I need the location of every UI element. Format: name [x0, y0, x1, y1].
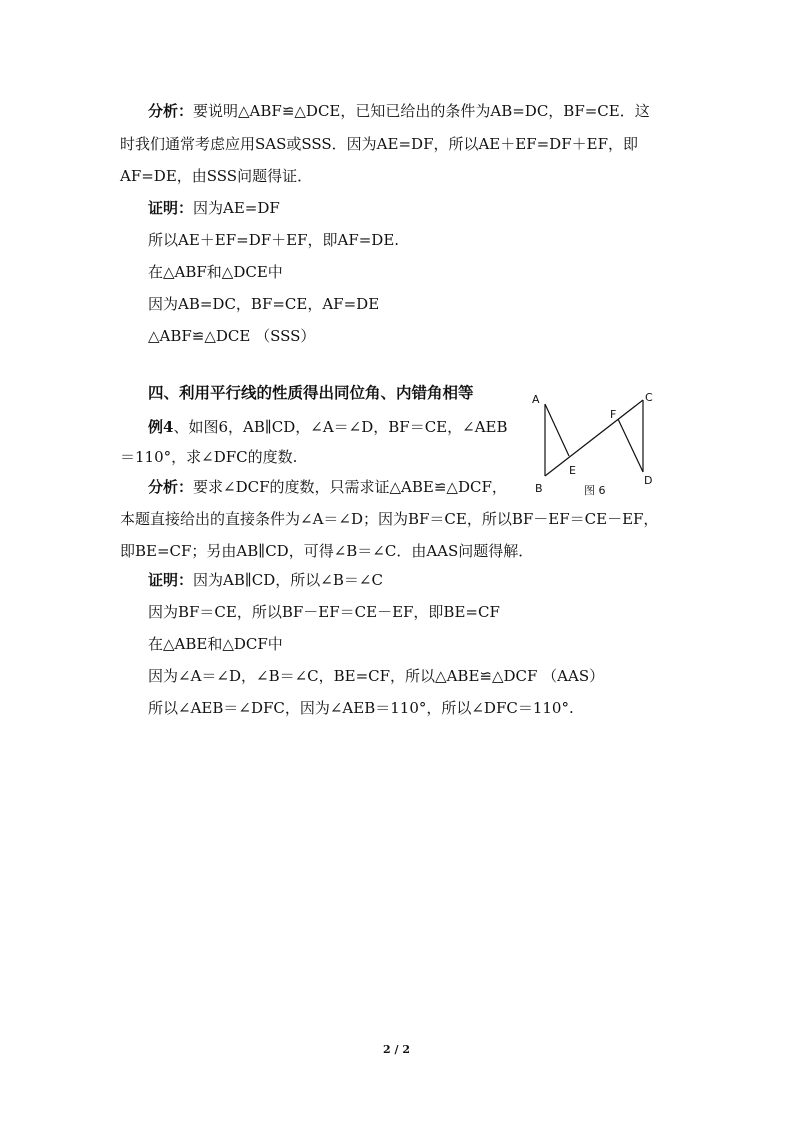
analysis-text: 要求∠DCF的度数，只需求证△ABE≌△DCF，	[193, 478, 507, 496]
label-f: F	[610, 408, 617, 421]
proof-2-line-2: 因为BF＝CE，所以BF－EF＝CE－EF，即BE=CF	[148, 603, 500, 621]
proof-label: 证明：	[148, 571, 194, 589]
proof-2-line-4: 因为∠A＝∠D，∠B＝∠C，BE=CF，所以△ABE≌△DCF （AAS）	[148, 667, 605, 685]
segment-fd	[618, 419, 643, 472]
label-b: B	[535, 482, 543, 495]
analysis-label: 分析：	[148, 102, 194, 120]
proof-1-line-3: 在△ABF和△DCE中	[148, 263, 283, 281]
proof-label: 证明：	[148, 199, 194, 217]
proof-2-line-5: 所以∠AEB＝∠DFC，因为∠AEB＝110°，所以∠DFC＝110°.	[148, 699, 574, 717]
segment-ae	[545, 404, 569, 456]
proof-1-line-1	[148, 198, 280, 218]
example-4-line-2: ＝110°，求∠DFC的度数.	[120, 448, 298, 466]
example-label: 例4	[148, 418, 174, 436]
label-c: C	[645, 391, 653, 404]
analysis-1-line-3: AF=DE，由SSS问题得证．	[120, 167, 313, 185]
analysis-2-line-3: 即BE=CF；另由AB∥CD，可得∠B＝∠C．由AAS问题得解．	[120, 542, 534, 560]
proof-text: 因为AE=DF	[193, 199, 280, 217]
proof-text: 因为AB∥CD，所以∠B＝∠C	[193, 571, 383, 589]
proof-1-line-4: 因为AB=DC，BF=CE，AF=DE	[148, 295, 380, 313]
section-heading: 四、利用平行线的性质得出同位角、内错角相等	[148, 383, 474, 402]
label-a: A	[532, 393, 540, 406]
analysis-2-line-2: 本题直接给出的直接条件为∠A＝∠D；因为BF＝CE，所以BF－EF＝CE－EF，	[120, 510, 659, 528]
label-e: E	[569, 464, 576, 477]
analysis-label: 分析：	[148, 478, 194, 496]
analysis-1-line-2: 时我们通常考虑应用SAS或SSS．因为AE=DF，所以AE＋EF=DF＋EF，即	[120, 135, 638, 153]
proof-1-line-5: △ABF≌△DCE （SSS）	[148, 327, 316, 345]
example-4-line-1	[148, 417, 508, 437]
analysis-1-line-1	[148, 101, 650, 121]
label-d: D	[644, 474, 653, 487]
proof-2-line-1	[148, 570, 383, 590]
analysis-2-line-1	[148, 477, 507, 497]
analysis-text: 要说明△ABF≌△DCE，已知已给出的条件为AB=DC，BF=CE．这	[193, 102, 650, 120]
proof-1-line-2: 所以AE＋EF=DF＋EF，即AF=DE.	[148, 231, 400, 249]
figure-caption: 图 6	[584, 484, 606, 497]
page-number: 2 / 2	[383, 1043, 410, 1056]
proof-2-line-3: 在△ABE和△DCF中	[148, 635, 283, 653]
geometry-figure-6	[522, 386, 662, 498]
example-text: 、如图6，AB∥CD，∠A＝∠D，BF＝CE，∠AEB	[173, 418, 508, 436]
segment-bc	[545, 400, 643, 476]
